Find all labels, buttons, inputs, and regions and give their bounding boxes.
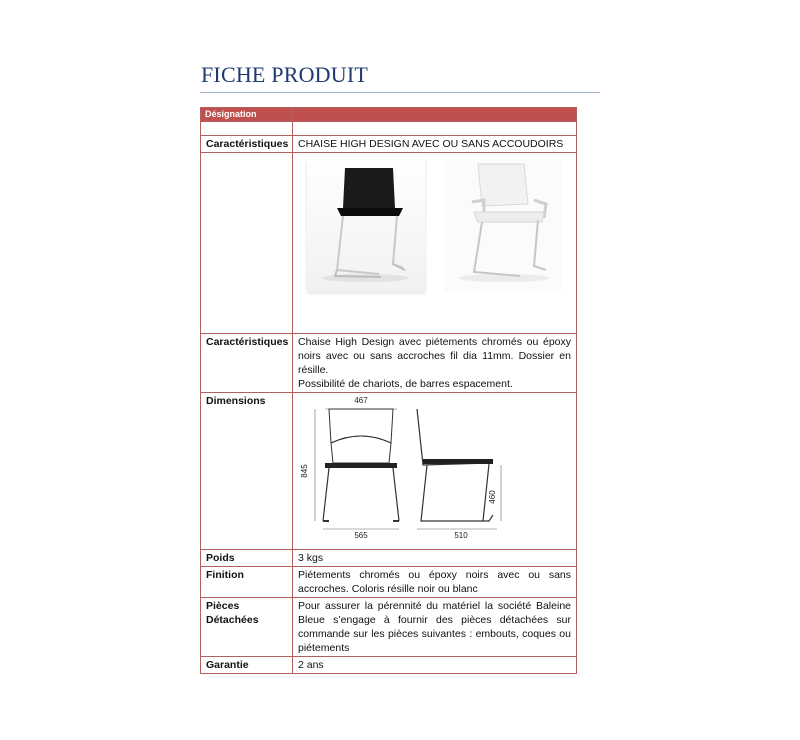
dim-seat-height: 460 [488, 490, 497, 504]
finition-value: Piétements chromés ou époxy noirs avec ou sans accroches. Coloris résille noir ou blanc [293, 567, 577, 598]
description-line: Possibilité de chariots, de barres espacement. [298, 378, 513, 390]
poids-label: Poids [201, 550, 293, 567]
dim-front-depth: 565 [354, 531, 368, 540]
dim-width: 467 [354, 396, 368, 405]
title-underline [200, 92, 600, 93]
dimensions-row [201, 393, 577, 550]
blank-row [201, 122, 577, 136]
product-spec-table [200, 107, 577, 674]
table-row [201, 598, 577, 657]
dim-side-depth: 510 [454, 531, 468, 540]
table-row [201, 657, 577, 674]
garantie-value: 2 ans [293, 657, 577, 674]
caracteristiques-label: Caractéristiques [201, 334, 293, 393]
page-title: FICHE PRODUIT [201, 62, 368, 87]
designation-header: Désignation [201, 108, 293, 122]
table-row [201, 334, 577, 393]
caracteristiques-value: CHAISE HIGH DESIGN AVEC OU SANS ACCOUDOIRS [293, 136, 577, 153]
white-chair-photo [444, 160, 562, 292]
photo-row [201, 153, 577, 334]
table-row [201, 136, 577, 153]
pieces-label: Pièces Détachées [201, 598, 293, 657]
garantie-label: Garantie [201, 657, 293, 674]
table-row [201, 567, 577, 598]
table-header-row [201, 108, 577, 122]
black-chair-photo [307, 160, 425, 292]
finition-label: Finition [201, 567, 293, 598]
dimensions-label: Dimensions [201, 393, 293, 550]
pieces-value: Pour assurer la pérennité du matériel la société Baleine Bleue s’engage à fournir des pièces détachées sur commande sur les pièces suivantes : embouts, coques ou piétements [293, 598, 577, 657]
table-row [201, 550, 577, 567]
description-line: Chaise High Design avec piétements chromés ou époxy noirs avec ou sans accroches fil dia 11mm. Dossier en résille. [298, 336, 571, 376]
caracteristiques-description [293, 334, 577, 393]
poids-value: 3 kgs [293, 550, 577, 567]
dim-height: 845 [300, 464, 309, 478]
caracteristiques-label: Caractéristiques [201, 136, 293, 153]
designation-header-empty [293, 108, 577, 122]
dimension-drawing [293, 393, 577, 545]
